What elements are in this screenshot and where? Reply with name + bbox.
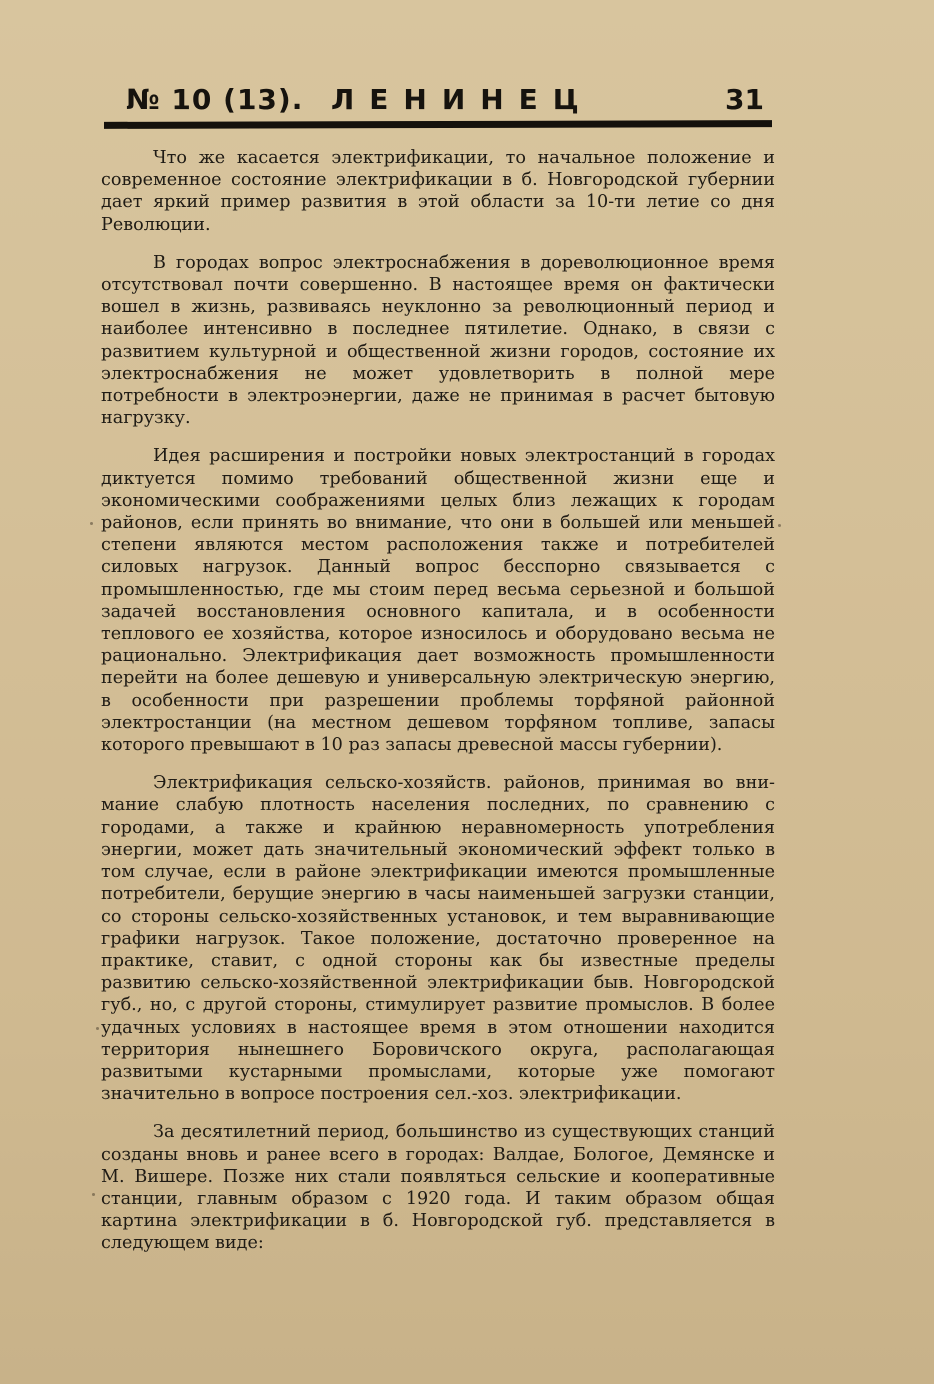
paragraph-5: За десятилетний период, большинство из существующих станций созданы вновь и ранее всего в городах: Валдае, Бологое, Демянске и М. Вишере. Позже них стали появляться сельские и кооперативные станции, главным образом с 1920 года. И таким образом общая картина электрификации в б. Новгородской губ. представляется в следующем виде: xyxy=(101,1122,775,1254)
ink-speck xyxy=(96,1027,99,1030)
ink-speck xyxy=(778,524,781,527)
page-number: 31 xyxy=(725,83,764,116)
paragraph-4: Электрификация сельско-хозяйств. районов, принимая во внимание слабую плотность населения последних, по сравнению с городами, а также и крайнюю неравномерность употребления энергии, может дать значительный экономический эффект только в том случае, если в районе электрификации имеются промышленные потребители, берущие энергию в часы наименьшей загрузки станции, со стороны сельско-хозяйственных установок, и тем выравнивающие графики нагрузок. Такое положение, достаточно проверенное на практике, ставит, с одной стороны как бы известные пределы развитию сельско-хозяйственной электрификации быв. Новгородской губ., но, с другой стороны, стимулирует развитие промыслов. В более удачных условиях в настоящее время в этом отношении находится территория нынешнего Боровичского округа, располагающая развитыми кустарными промыслами, которые уже помогают значительно в вопросе построения сел.-хоз. электрификации. xyxy=(101,773,775,1105)
article-body xyxy=(101,147,775,1271)
page-header xyxy=(126,83,772,123)
journal-title: ЛЕНИНЕЦ xyxy=(331,83,594,116)
header-rule xyxy=(104,120,772,129)
paragraph-2: В городах вопрос электроснабжения в дореволюционное время отсутствовал почти совершенно. В настоящее время он фактически вошел в жизнь, развиваясь неуклонно за революционный период и наиболее интенсивно в последнее пятилетие. Однако, в связи с развитием культурной и общественной жизни городов, состояние их электроснабжения не может удовлетворить в полной мере потребности в электроэнергии, даже не принимая в расчет бытовую нагрузку. xyxy=(101,252,775,429)
paragraph-3: Идея расширения и постройки новых электростанций в городах диктуется помимо требований общественной жизни еще и экономическими соображениями целых близ лежащих к городам районов, если принять во внимание, что они в большей или меньшей степени являются местом расположения также и потребителей силовых нагрузок. Данный вопрос бесспорно связывается с промышленностью, где мы стоим перед весьма серьезной и большой задачей восстановления основного капитала, и в особенности теплового ее хозяйства, которое износилось и оборудовано весьма не рационально. Электрификация дает возможность промышленности перейти на более дешевую и универсальную электрическую энергию, в особенности при разрешении проблемы торфяной районной электростанции (на местном дешевом торфяном топливе, запасы которого превышают в 10 раз запасы древесной массы губернии). xyxy=(101,446,775,756)
ink-speck xyxy=(90,522,93,525)
ink-speck xyxy=(92,1193,95,1196)
paragraph-1: Что же касается электрификации, то начальное положение и современное состояние электрификации в б. Новгородской губернии дает яркий пример развития в этой области за 10-ти летие со дня Революции. xyxy=(101,148,775,235)
issue-number: № 10 (13). xyxy=(126,83,304,116)
